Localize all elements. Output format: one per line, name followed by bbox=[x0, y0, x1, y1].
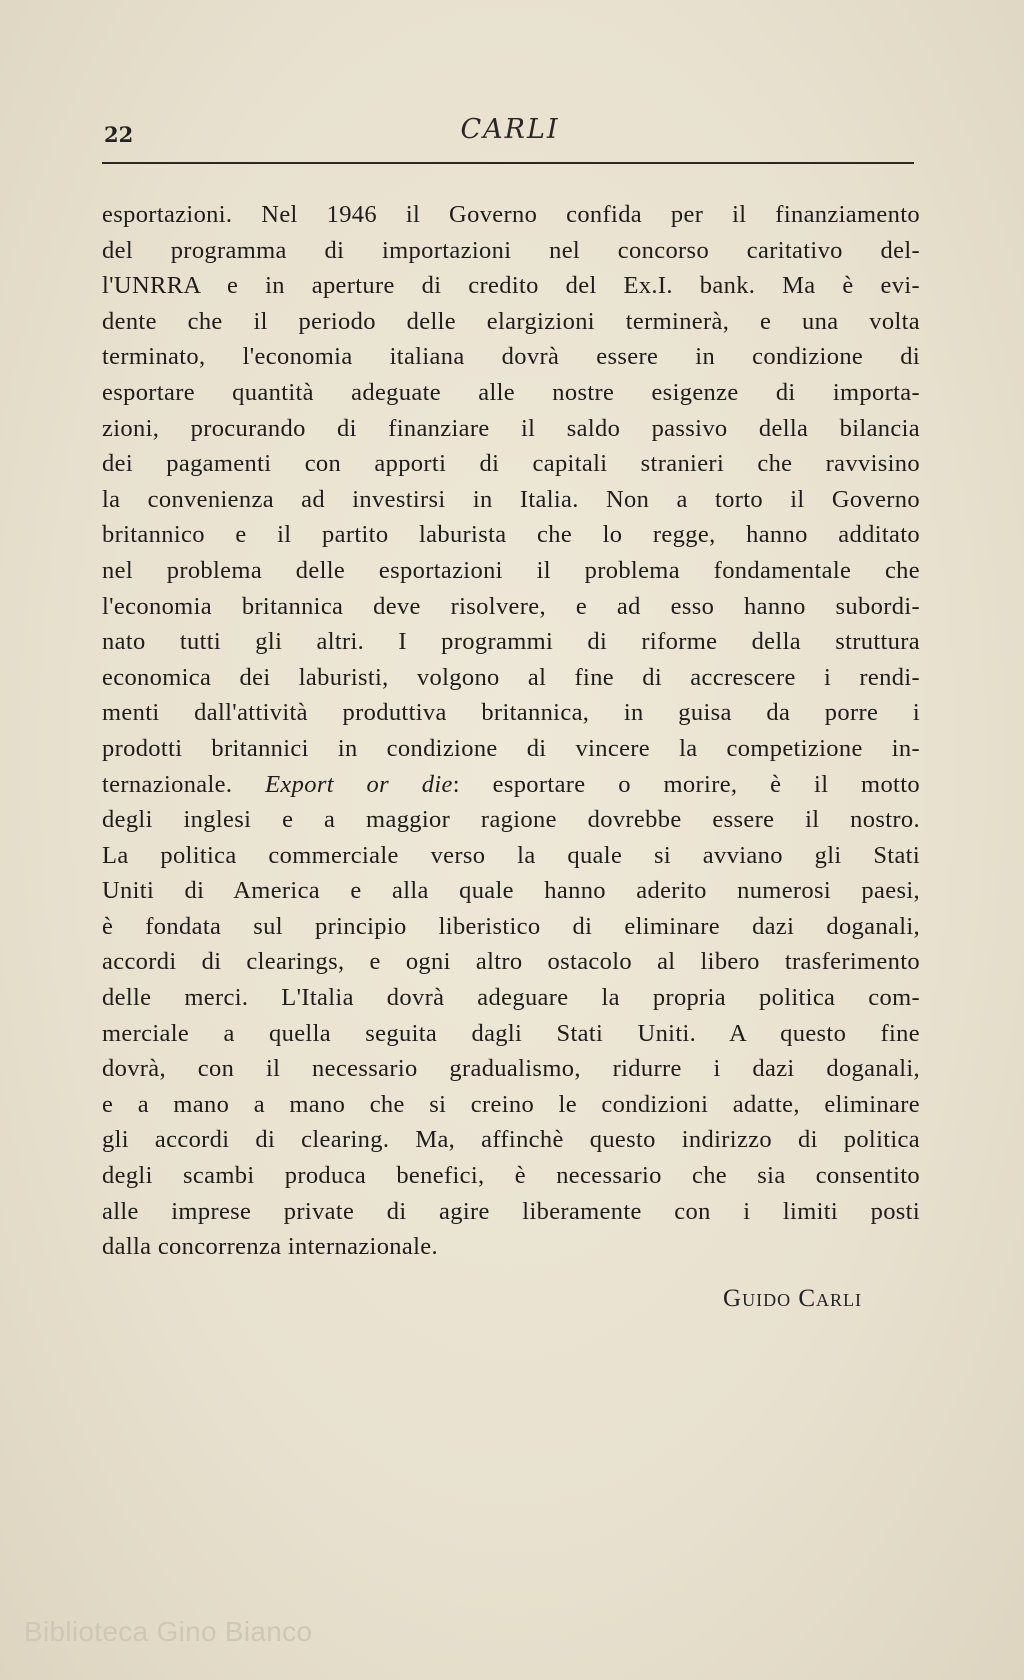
text-line: alle imprese private di agire liberamente con i limiti posti bbox=[102, 1197, 920, 1225]
text-segment: : esportare o morire, è il motto bbox=[452, 770, 920, 798]
text-line: l'economia britannica deve risolvere, e ad esso hanno subordi- bbox=[102, 592, 920, 620]
author-signature: Guido Carli bbox=[723, 1285, 862, 1312]
text-line: è fondata sul principio liberistico di eliminare dazi doganali, bbox=[102, 912, 920, 940]
text-line: nel problema delle esportazioni il problema fondamentale che bbox=[102, 556, 920, 584]
page-number: 22 bbox=[104, 122, 134, 147]
text-line: e a mano a mano che si creino le condizioni adatte, eliminare bbox=[102, 1090, 920, 1118]
text-line: britannico e il partito laburista che lo regge, hanno additato bbox=[102, 521, 920, 549]
italic-motto: Export or die bbox=[265, 770, 453, 798]
body-text bbox=[102, 197, 920, 1265]
text-line-with-italic bbox=[102, 767, 920, 803]
text-line: la convenienza ad investirsi in Italia. Non a torto il Governo bbox=[102, 485, 920, 513]
text-line: esportare quantità adeguate alle nostre esigenze di importa- bbox=[102, 378, 920, 406]
text-line: nato tutti gli altri. I programmi di riforme della struttura bbox=[102, 628, 920, 656]
text-line: menti dall'attività produttiva britannica, in guisa da porre i bbox=[102, 699, 920, 727]
text-line: l'UNRRA e in aperture di credito del Ex.I. bank. Ma è evi- bbox=[102, 272, 920, 300]
text-line: economica dei laburisti, volgono al fine di accrescere i rendi- bbox=[102, 663, 920, 691]
text-line: merciale a quella seguita dagli Stati Uniti. A questo fine bbox=[102, 1019, 920, 1047]
header-rule bbox=[102, 162, 914, 164]
text-line: Uniti di America e alla quale hanno aderito numerosi paesi, bbox=[102, 877, 920, 905]
library-watermark: Biblioteca Gino Bianco bbox=[24, 1616, 313, 1647]
text-line: prodotti britannici in condizione di vincere la competizione in- bbox=[102, 734, 920, 762]
text-line: del programma di importazioni nel concorso caritativo del- bbox=[102, 236, 920, 264]
text-line-last: dalla concorrenza internazionale. bbox=[102, 1233, 438, 1261]
text-line: degli scambi produca benefici, è necessario che sia consentito bbox=[102, 1162, 920, 1190]
text-line: La politica commerciale verso la quale si avviano gli Stati bbox=[102, 841, 920, 869]
text-line: delle merci. L'Italia dovrà adeguare la propria politica com- bbox=[102, 984, 920, 1012]
text-line: dovrà, con il necessario gradualismo, ridurre i dazi doganali, bbox=[102, 1055, 920, 1083]
text-line: zioni, procurando di finanziare il saldo passivo della bilancia bbox=[102, 414, 920, 442]
text-line: esportazioni. Nel 1946 il Governo confida per il finanziamento bbox=[102, 201, 920, 228]
text-line: gli accordi di clearing. Ma, affinchè questo indirizzo di politica bbox=[102, 1126, 920, 1154]
text-line: degli inglesi e a maggior ragione dovrebbe essere il nostro. bbox=[102, 806, 920, 834]
text-segment: ternazionale. bbox=[102, 770, 266, 798]
text-line: dente che il periodo delle elargizioni terminerà, e una volta bbox=[102, 307, 920, 335]
text-line: accordi di clearings, e ogni altro ostacolo al libero trasferimento bbox=[102, 948, 920, 976]
running-head: CARLI bbox=[460, 114, 560, 145]
page-header bbox=[104, 112, 916, 164]
text-line: terminato, l'economia italiana dovrà essere in condizione di bbox=[102, 343, 920, 371]
text-line: dei pagamenti con apporti di capitali stranieri che ravvisino bbox=[102, 450, 920, 478]
